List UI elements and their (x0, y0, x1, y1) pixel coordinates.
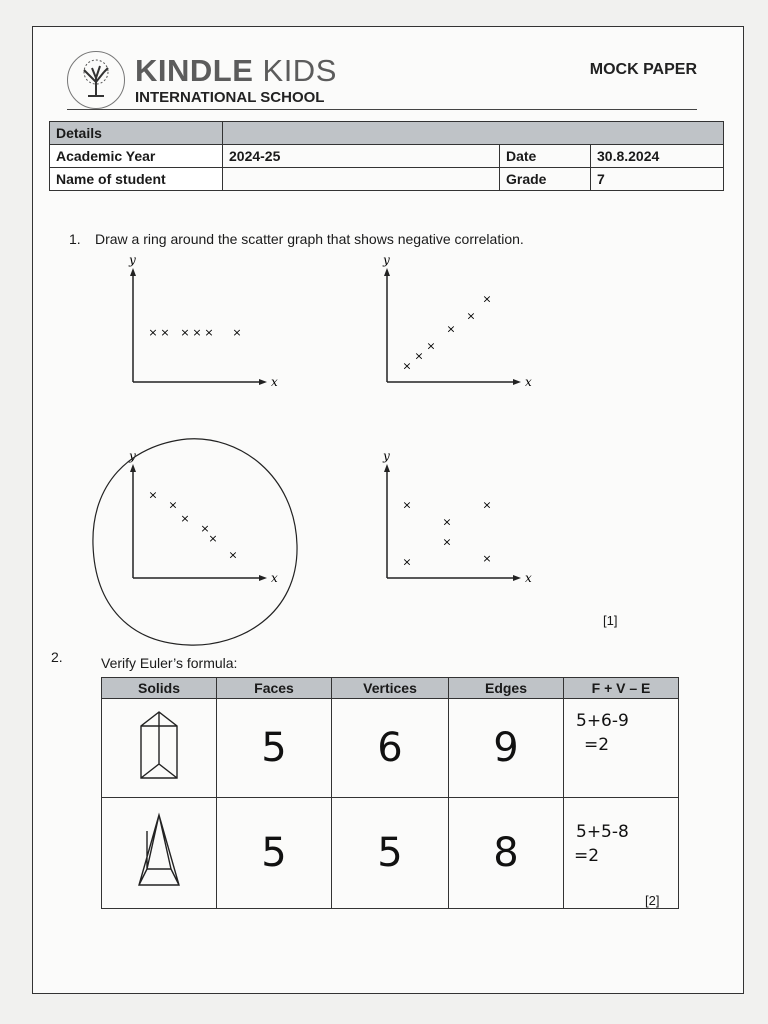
student-name-label: Name of student (50, 168, 223, 191)
vertices-answer[interactable]: 6 (332, 699, 449, 798)
student-name-value[interactable] (223, 168, 500, 191)
x-axis-arrow (513, 575, 521, 581)
euler-table (101, 677, 679, 909)
scatter-plot-0 (123, 253, 283, 407)
scatter-graph-d[interactable] (377, 449, 537, 608)
y-axis-label: y (383, 253, 390, 267)
scatter-point: × (442, 515, 452, 529)
question-2-text: Verify Euler’s formula: (101, 655, 238, 671)
edges-answer[interactable]: 8 (449, 798, 564, 909)
scatter-point: × (148, 326, 158, 339)
faces-answer[interactable]: 5 (217, 798, 332, 909)
scatter-point: × (446, 322, 456, 336)
scatter-point: × (228, 548, 238, 562)
school-header (67, 49, 697, 110)
scatter-point: × (442, 535, 452, 549)
scatter-point: × (160, 326, 170, 339)
academic-year-label: Academic Year (50, 145, 223, 168)
scatter-point: × (180, 512, 190, 525)
col-vertices: Vertices (332, 678, 449, 699)
academic-year-value: 2024-25 (223, 145, 500, 168)
paper-type: MOCK PAPER (589, 61, 697, 78)
scatter-point: × (402, 498, 412, 512)
col-solids: Solids (102, 678, 217, 699)
details-heading-blank (223, 122, 724, 145)
scatter-graph-a[interactable] (123, 253, 283, 412)
exam-sheet (32, 26, 744, 994)
question-1-text: Draw a ring around the scatter graph that shows negative correlation. (95, 231, 524, 247)
scatter-point: × (208, 532, 218, 545)
y-axis-arrow (130, 268, 136, 276)
scatter-plot-3 (377, 449, 537, 603)
faces-answer[interactable]: 5 (217, 699, 332, 798)
scatter-point: × (168, 498, 178, 512)
question-1-number: 1. (69, 231, 81, 247)
vertices-answer[interactable]: 5 (332, 798, 449, 909)
y-axis-arrow (384, 464, 390, 472)
y-axis-label: y (129, 253, 136, 267)
hand-drawn-ring (89, 435, 303, 649)
scatter-point: × (200, 522, 210, 535)
scatter-point: × (232, 326, 242, 339)
x-axis-arrow (513, 379, 521, 385)
scatter-point: × (482, 498, 492, 512)
school-subtitle: INTERNATIONAL SCHOOL (135, 89, 325, 106)
x-axis-label: x (271, 571, 278, 585)
date-label: Date (500, 145, 591, 168)
x-axis-arrow (259, 379, 267, 385)
scatter-point: × (402, 359, 412, 373)
grade-label: Grade (500, 168, 591, 191)
question-2-number: 2. (51, 649, 63, 665)
grade-value: 7 (591, 168, 724, 191)
school-name: KINDLE KIDS (135, 53, 337, 88)
scatter-point: × (204, 326, 214, 339)
question-2-marks: [2] (645, 893, 660, 908)
school-logo (67, 51, 125, 109)
col-formula: F + V – E (564, 678, 679, 699)
scatter-point: × (148, 488, 158, 502)
formula-answer[interactable]: 5+5-8 =2 (564, 798, 679, 909)
scatter-graph-b[interactable] (377, 253, 537, 412)
col-edges: Edges (449, 678, 564, 699)
date-value: 30.8.2024 (591, 145, 724, 168)
table-row (102, 798, 679, 909)
scatter-point: × (482, 292, 492, 306)
scatter-point: × (466, 309, 476, 323)
y-axis-label: y (383, 449, 390, 463)
x-axis-label: x (525, 375, 532, 389)
edges-answer[interactable]: 9 (449, 699, 564, 798)
x-axis-label: x (271, 375, 278, 389)
pyramid-figure (102, 798, 217, 909)
details-table (49, 121, 724, 191)
formula-answer[interactable]: 5+6-9 =2 (564, 699, 679, 798)
y-axis-label: y (129, 449, 136, 463)
y-axis-arrow (384, 268, 390, 276)
scatter-point: × (426, 339, 436, 353)
scatter-point: × (192, 326, 202, 339)
scatter-plot-1 (377, 253, 537, 407)
scatter-point: × (414, 349, 424, 363)
question-1-marks: [1] (603, 613, 618, 628)
col-faces: Faces (217, 678, 332, 699)
x-axis-label: x (525, 571, 532, 585)
table-row (102, 699, 679, 798)
scatter-point: × (482, 552, 492, 565)
scatter-point: × (402, 555, 412, 569)
scatter-point: × (180, 326, 190, 339)
details-heading: Details (50, 122, 223, 145)
prism-figure (102, 699, 217, 798)
